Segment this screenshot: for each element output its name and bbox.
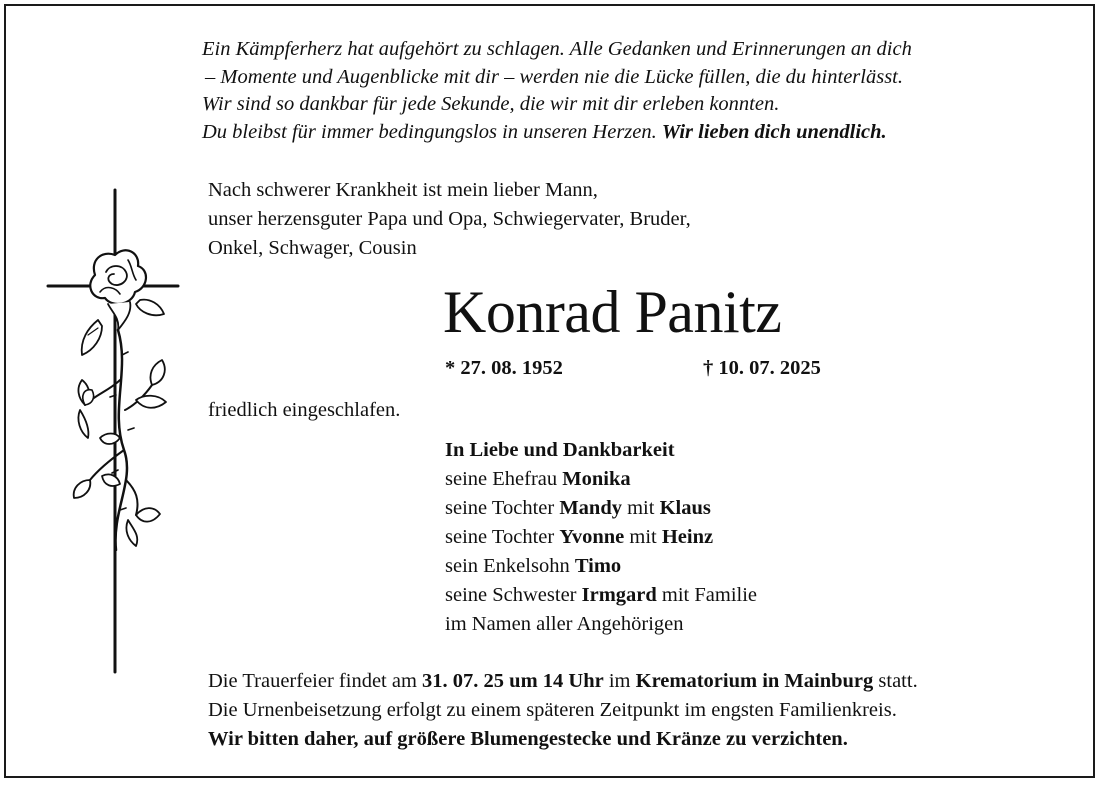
mourner-line — [445, 523, 757, 552]
funeral-datetime: 31. 07. 25 um 14 Uhr — [422, 670, 604, 692]
cross-with-rose-icon — [40, 180, 190, 680]
death-date: † 10. 07. 2025 — [703, 357, 821, 379]
mourner-relation: seine Schwester — [445, 584, 582, 606]
birth-date: * 27. 08. 1952 — [445, 357, 563, 379]
mourner-line — [445, 552, 757, 581]
mourner-name: Irmgard — [581, 584, 657, 606]
mourner-line — [445, 610, 757, 639]
mourner-name: Mandy — [559, 497, 622, 519]
mourners-heading: In Liebe und Dankbarkeit — [445, 439, 675, 461]
poem-line: Wir sind so dankbar für jede Sekunde, die wir mit dir erleben konnten. — [202, 93, 780, 115]
mourner-relation: seine Tochter — [445, 526, 560, 548]
flower-appeal: Wir bitten daher, auf größere Blumengestecke und Kränze zu verzichten. — [208, 728, 848, 750]
intro-line: Onkel, Schwager, Cousin — [208, 237, 417, 259]
poem-emphasis: Wir lieben dich unendlich. — [661, 120, 887, 143]
poem-line: – Momente und Augenblicke mit dir – werden nie die Lücke füllen, die du hinterlässt. — [205, 65, 904, 88]
mourner-relation: sein Enkelsohn — [445, 555, 575, 577]
mourner-partner-name: Klaus — [659, 497, 711, 519]
peaceful-text: friedlich eingeschlafen. — [208, 399, 401, 421]
mourner-relation: im Namen aller Angehörigen — [445, 613, 684, 635]
intro-text — [208, 176, 691, 263]
poem-line — [202, 119, 912, 147]
mourner-connector: mit — [624, 526, 662, 548]
mourner-name: Timo — [574, 555, 622, 577]
mourner-connector: mit — [621, 497, 660, 519]
poem-line: Ein Kämpferherz hat aufgehört zu schlagen. Alle Gedanken und Erinnerungen an dich — [202, 38, 912, 60]
funeral-text: Die Trauerfeier findet am — [208, 670, 423, 692]
mourners-list — [445, 436, 757, 639]
mourner-relation: seine Tochter — [445, 497, 560, 519]
mourner-name: Monika — [562, 468, 631, 490]
intro-line: Nach schwerer Krankheit ist mein lieber Mann, — [208, 179, 598, 201]
poem-line-text: Du bleibst für immer bedingungslos in unseren Herzen. — [202, 120, 657, 143]
deceased-name: Konrad Panitz — [443, 279, 782, 345]
intro-line: unser herzensguter Papa und Opa, Schwiegervater, Bruder, — [208, 208, 691, 230]
funeral-location: Krematorium in Mainburg — [635, 670, 874, 692]
mourner-partner-name: Heinz — [661, 526, 714, 548]
mourner-relation: seine Ehefrau — [445, 468, 563, 490]
poem — [202, 36, 912, 146]
mourner-connector: mit Familie — [656, 584, 757, 606]
mourner-line — [445, 465, 757, 494]
funeral-text: statt. — [873, 670, 918, 692]
funeral-line — [208, 667, 918, 696]
mourner-line — [445, 494, 757, 523]
mourner-name: Yvonne — [559, 526, 625, 548]
funeral-info — [208, 667, 918, 754]
urn-burial-line: Die Urnenbeisetzung erfolgt zu einem späteren Zeitpunkt im engsten Familienkreis. — [208, 699, 897, 721]
funeral-text: im — [603, 670, 636, 692]
mourner-line — [445, 581, 757, 610]
